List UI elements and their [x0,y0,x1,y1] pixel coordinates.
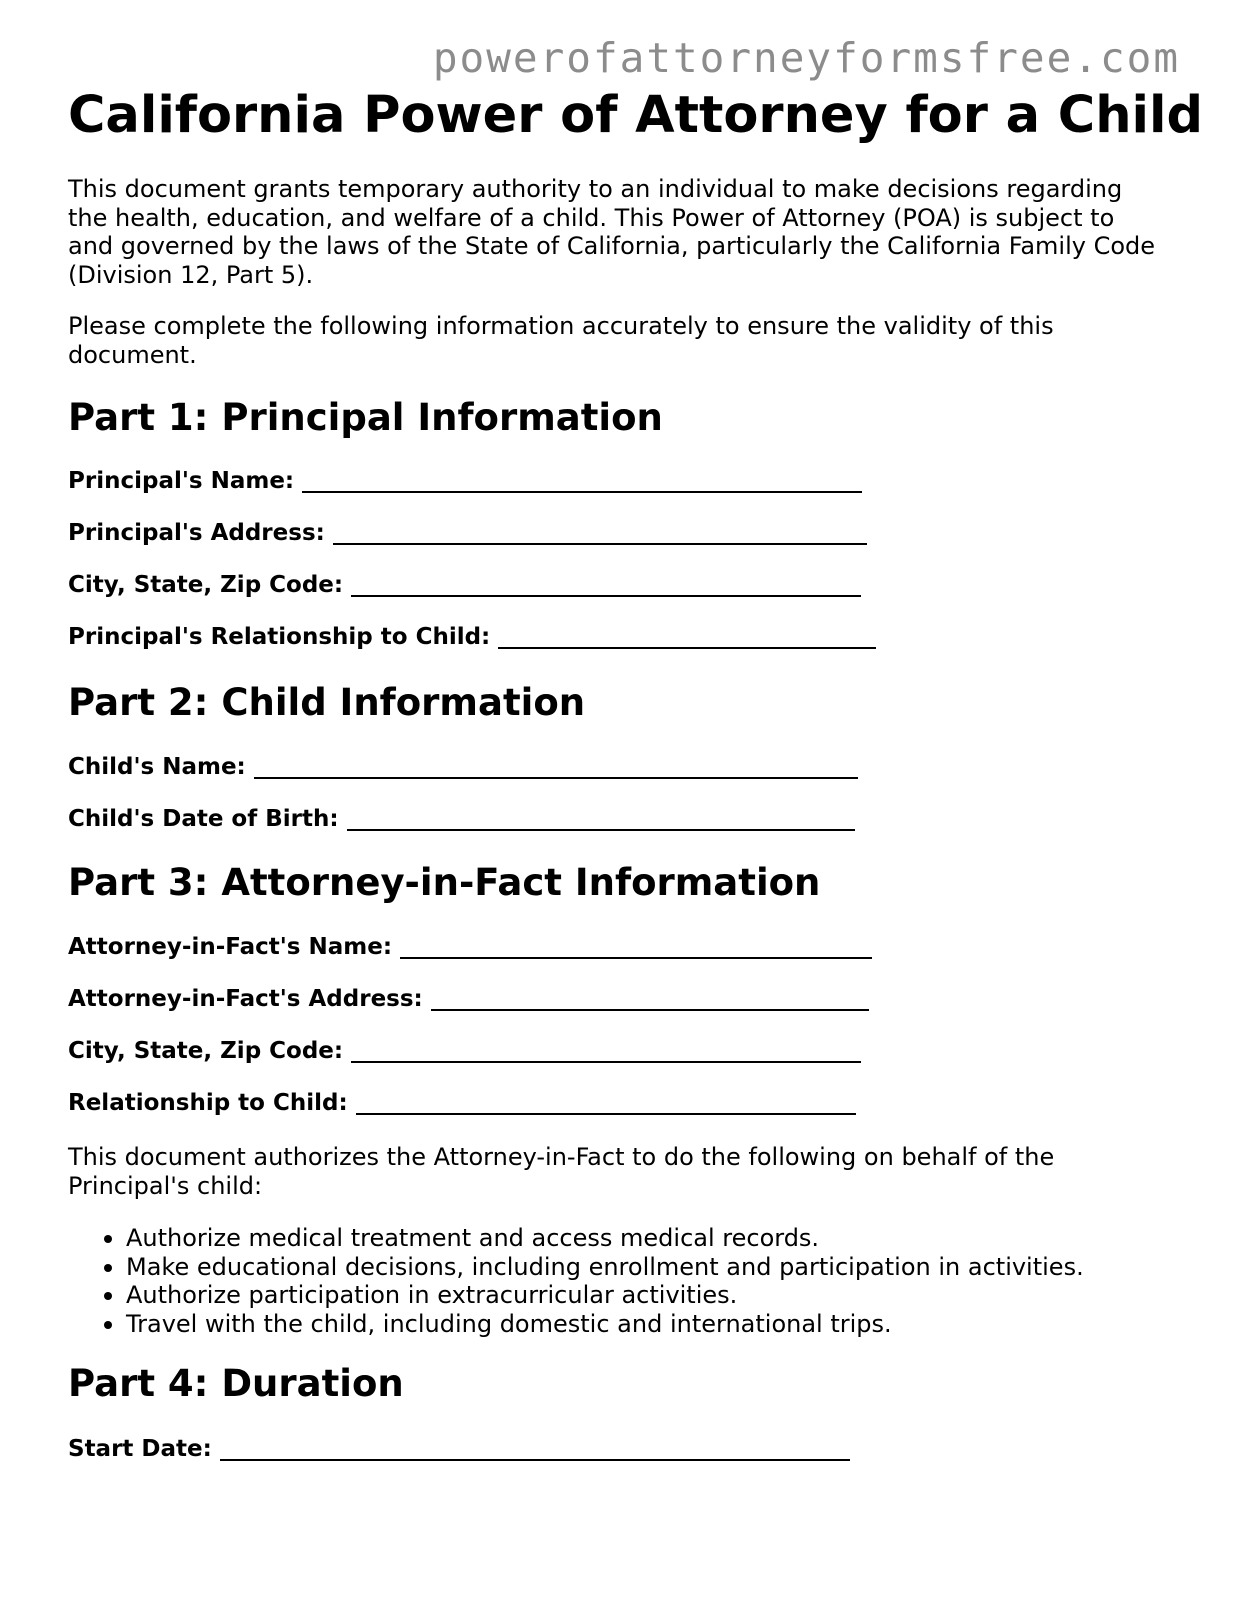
field-label: Attorney-in-Fact's Name: [68,934,393,960]
blank-line[interactable] [254,759,858,779]
authorization-paragraph [68,1143,1158,1200]
attorney-relationship-field[interactable] [68,1092,1158,1115]
attorney-name-field[interactable] [68,936,1158,959]
blank-line[interactable] [400,939,872,959]
bullet-icon [104,1321,112,1329]
list-item [68,1310,1158,1339]
blank-line[interactable] [220,1441,850,1461]
intro-line: This document grants temporary authority to an individual to make decisions regarding [68,175,1123,203]
blank-line[interactable] [302,473,862,493]
field-label: Child's Date of Birth: [68,806,339,832]
list-item [68,1224,1158,1253]
child-dob-field[interactable] [68,808,1158,831]
part4-heading: Part 4: Duration [68,1362,404,1405]
principal-city-state-zip-field[interactable] [68,574,1158,597]
blank-line[interactable] [347,811,855,831]
principal-address-field[interactable] [68,522,1158,545]
document-title: California Power of Attorney for a Child [68,86,1203,145]
child-name-field[interactable] [68,756,1158,779]
power-text: Authorize medical treatment and access medical records. [126,1224,820,1252]
blank-line[interactable] [351,577,861,597]
field-label: City, State, Zip Code: [68,1038,344,1064]
field-label: Principal's Relationship to Child: [68,624,491,650]
power-text: Travel with the child, including domestic and international trips. [126,1309,892,1338]
field-label: City, State, Zip Code: [68,572,344,598]
part1-heading: Part 1: Principal Information [68,396,663,439]
attorney-city-state-zip-field[interactable] [68,1040,1158,1063]
field-label: Start Date: [68,1436,212,1462]
principal-name-field[interactable] [68,470,1158,493]
blank-line[interactable] [333,525,867,545]
list-item [68,1281,1158,1310]
power-text: Make educational decisions, including enrollment and participation in activities. [126,1252,1084,1281]
bullet-icon [104,1235,112,1243]
field-label: Relationship to Child: [68,1090,348,1116]
field-label: Principal's Name: [68,468,295,494]
intro-line: and governed by the laws of the State of California, particularly the California Family Code [68,232,1156,260]
instructions-line: Please complete the following information accurately to ensure the validity of this [68,312,1054,340]
attorney-address-field[interactable] [68,988,1158,1011]
list-item [68,1253,1158,1282]
part2-heading: Part 2: Child Information [68,681,586,724]
blank-line[interactable] [351,1043,861,1063]
instructions-paragraph [68,312,1158,369]
power-text: Authorize participation in extracurricular activities. [126,1281,738,1309]
intro-line: the health, education, and welfare of a child. This Power of Attorney (POA) is subject to [68,203,1115,232]
field-label: Attorney-in-Fact's Address: [68,986,423,1012]
authorization-line: This document authorizes the Attorney-in-Fact to do the following on behalf of the [68,1143,1055,1171]
intro-paragraph [68,175,1158,289]
field-label: Child's Name: [68,754,246,780]
bullet-icon [104,1292,112,1300]
powers-list [68,1224,1158,1338]
intro-line: (Division 12, Part 5). [68,260,314,289]
blank-line[interactable] [356,1095,856,1115]
principal-relationship-field[interactable] [68,626,1158,649]
start-date-field[interactable] [68,1438,1158,1461]
blank-line[interactable] [431,991,869,1011]
bullet-icon [104,1264,112,1272]
instructions-line: document. [68,340,197,369]
blank-line[interactable] [498,629,876,649]
part3-heading: Part 3: Attorney-in-Fact Information [68,861,821,904]
authorization-line: Principal's child: [68,1171,263,1200]
field-label: Principal's Address: [68,520,325,546]
watermark: powerofattorneyformsfree.com [432,34,1180,82]
